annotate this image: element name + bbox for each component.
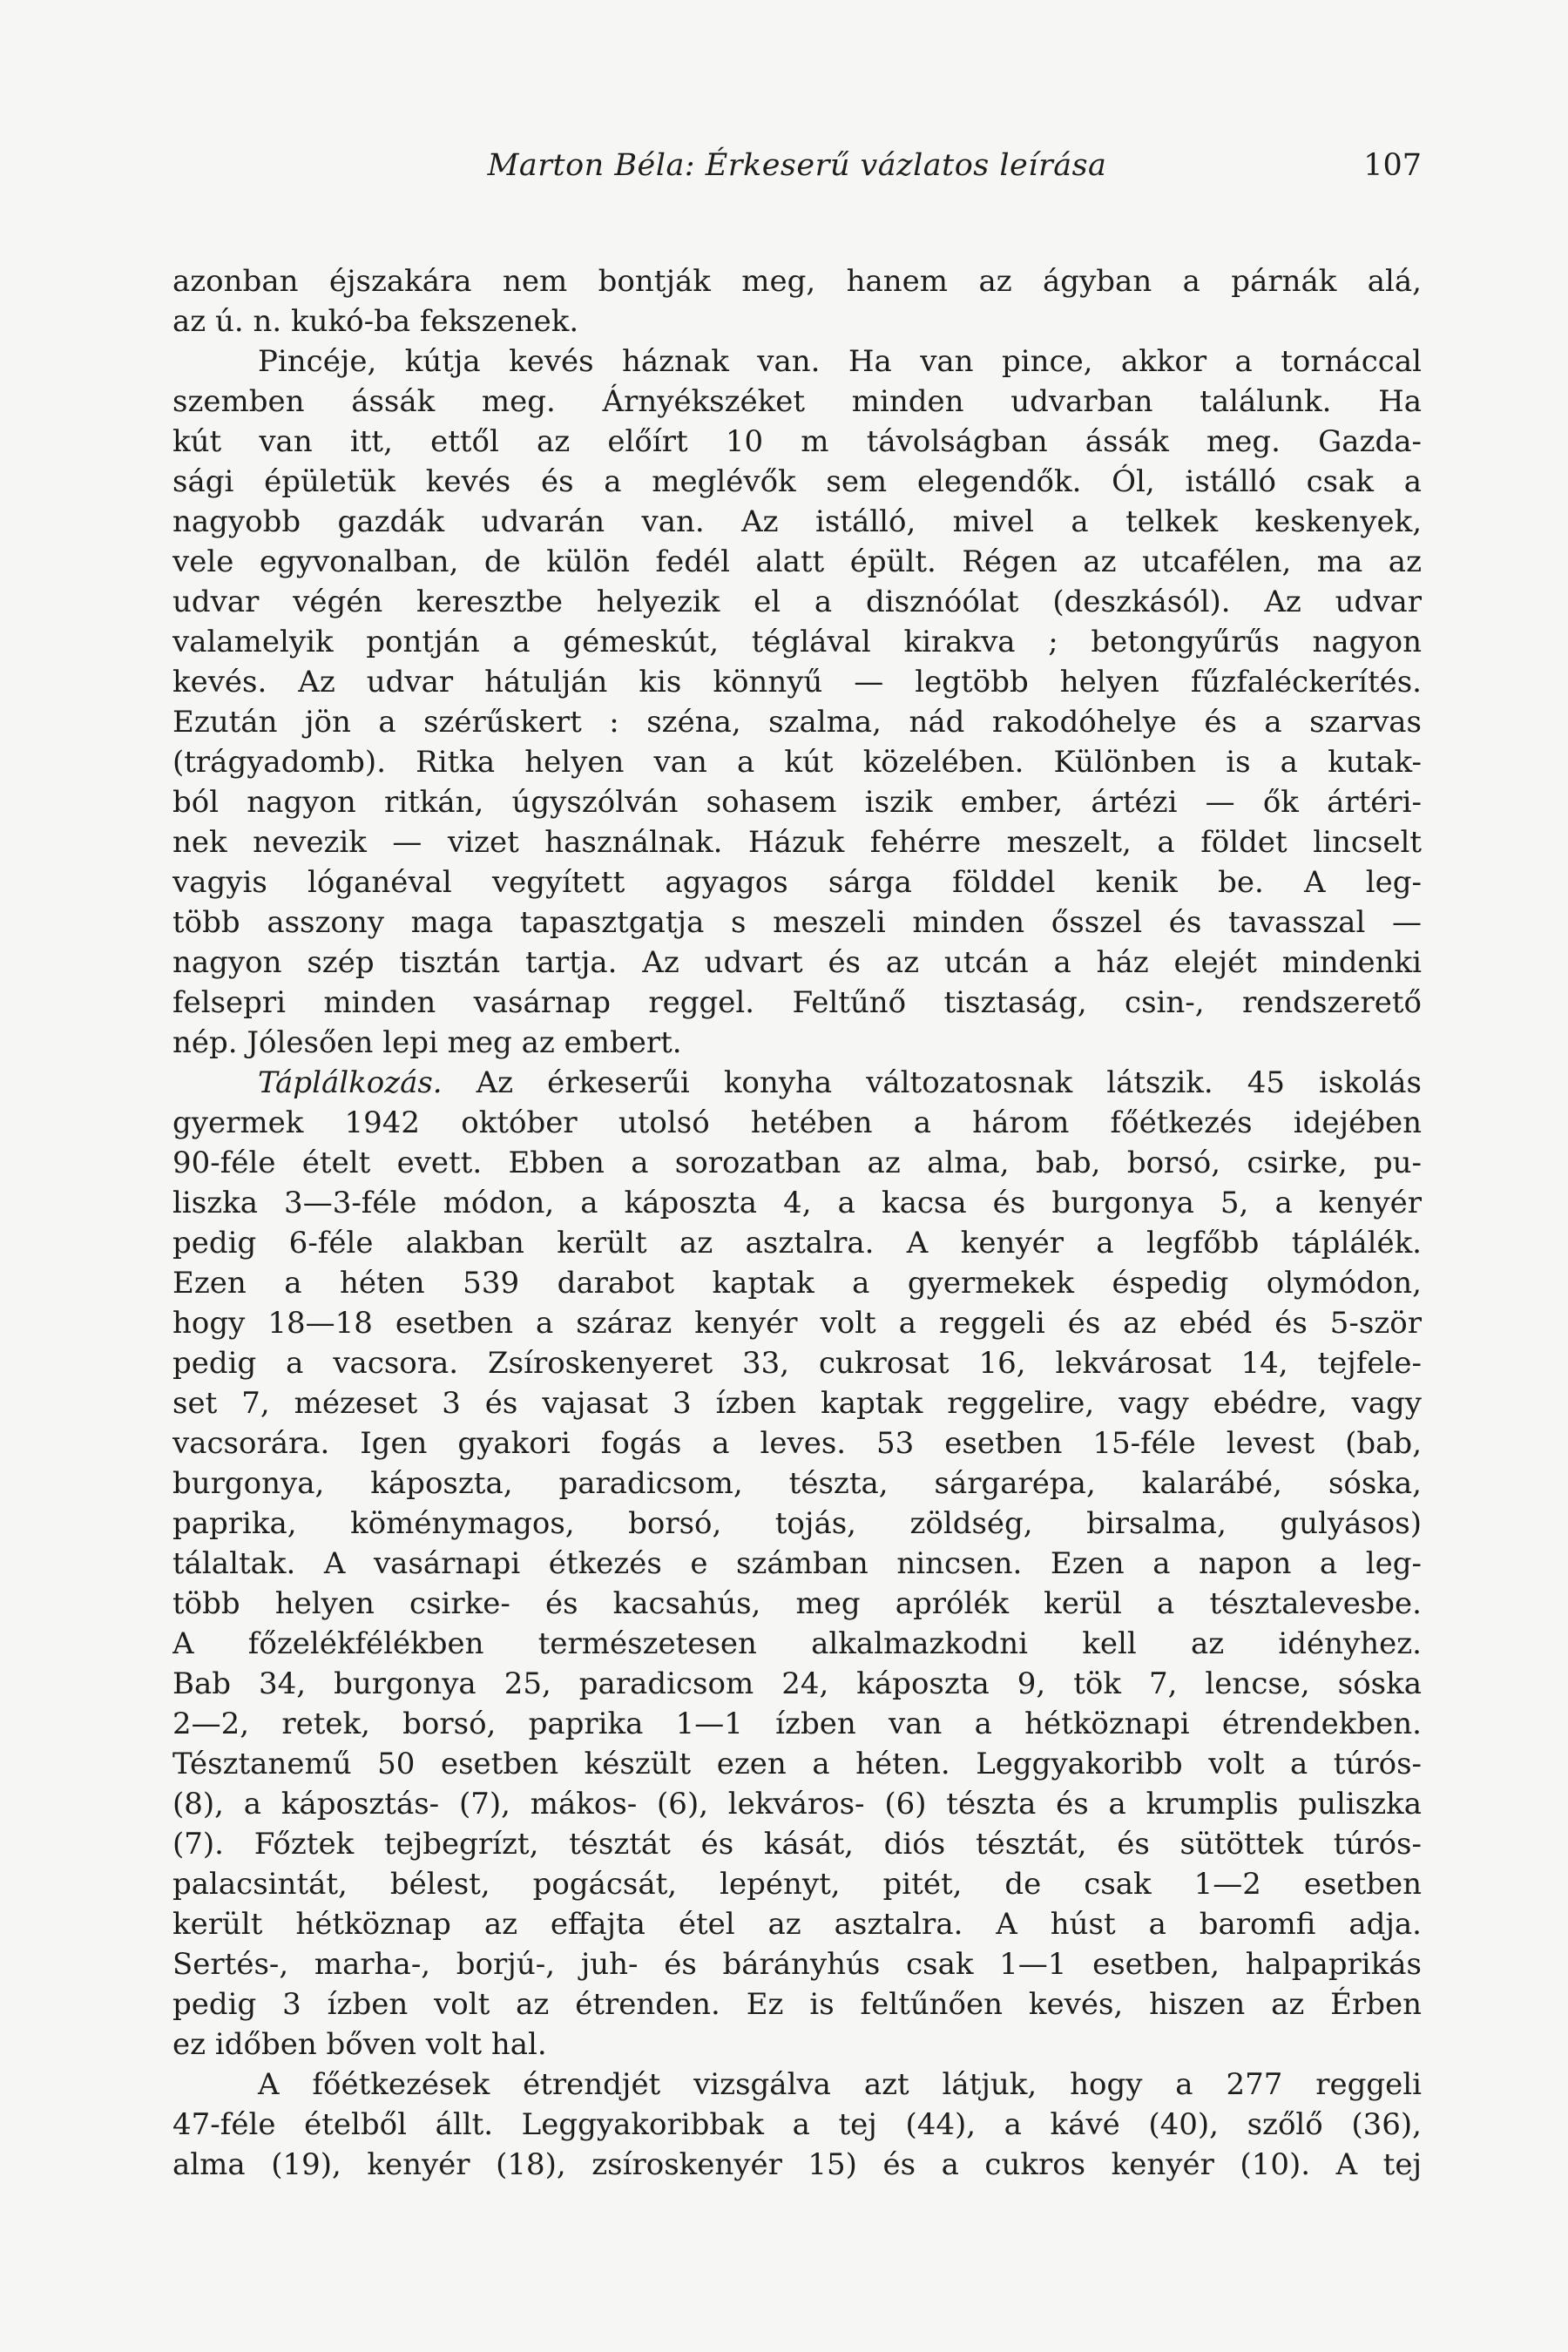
- body-text: [172, 261, 1422, 2185]
- text-line: [172, 422, 1422, 462]
- text-line: [172, 1183, 1422, 1223]
- text-line: [172, 1303, 1422, 1343]
- text-line: [172, 542, 1422, 582]
- text-line-content: Bab 34, burgonya 25, paradicsom 24, káposzta 9, tök 7, lencse, sóska: [172, 1666, 1422, 1701]
- text-line-content: pedig a vacsora. Zsíroskenyeret 33, cukrosat 16, lekvárosat 14, tejfele-: [172, 1346, 1422, 1381]
- text-line: [172, 1544, 1422, 1584]
- text-line: [172, 902, 1422, 943]
- text-line-content: 47-féle ételből állt. Leggyakoribbak a tej (44), a kávé (40), szőlő (36),: [172, 2107, 1422, 2142]
- text-line-content: nagyon szép tisztán tartja. Az udvart és az utcán a ház elejét mindenki: [172, 945, 1422, 980]
- text-line-content: az ú. n. kukó-ba fekszenek.: [172, 304, 579, 339]
- text-line: [172, 1463, 1422, 1504]
- text-line-content: került hétköznap az effajta étel az asztalra. A húst a baromfi adja.: [172, 1907, 1422, 1942]
- running-head: [172, 139, 1422, 192]
- text-line-content: (trágyadomb). Ritka helyen van a kút közelében. Különben is a kutak-: [172, 745, 1422, 780]
- text-line: [172, 1143, 1422, 1183]
- text-line-content: set 7, mézeset 3 és vajasat 3 ízben kaptak reggelire, vagy ebédre, vagy: [172, 1386, 1422, 1421]
- text-line: [172, 502, 1422, 542]
- text-line: [172, 301, 1422, 341]
- text-line-content: Ezen a héten 539 darabot kaptak a gyermekek éspedig olymódon,: [172, 1266, 1422, 1301]
- text-line: [172, 1584, 1422, 1624]
- text-line-content: tálaltak. A vasárnapi étkezés e számban nincsen. Ezen a napon a leg-: [172, 1546, 1422, 1581]
- text-line-content: felsepri minden vasárnap reggel. Feltűnő tisztaság, csin-, rendszerető: [172, 985, 1422, 1020]
- text-line-content: (8), a káposztás- (7), mákos- (6), lekváros- (6) tészta és a krumplis puliszka: [172, 1787, 1422, 1821]
- text-line: [172, 1984, 1422, 2024]
- text-line-content: Tésztanemű 50 esetben készült ezen a héten. Leggyakoribb volt a túrós-: [172, 1747, 1422, 1781]
- text-line-content: Sertés-, marha-, borjú-, juh- és bárányhús csak 1—1 esetben, halpaprikás: [172, 1947, 1422, 1982]
- text-line-content: vacsorára. Igen gyakori fogás a leves. 53 esetben 15-féle levest (bab,: [172, 1426, 1422, 1461]
- text-line-content: szemben ássák meg. Árnyékszéket minden udvarban találunk. Ha: [172, 384, 1422, 419]
- text-line-content: burgonya, káposzta, paradicsom, tészta, sárgarépa, kalarábé, sóska,: [172, 1466, 1422, 1501]
- text-line-content: A főétkezések étrendjét vizsgálva azt látjuk, hogy a 277 reggeli: [258, 2067, 1422, 2102]
- text-line: [172, 582, 1422, 622]
- text-line-content: (7). Főztek tejbegrízt, tésztát és kását, diós tésztát, és sütöttek túrós-: [172, 1827, 1422, 1862]
- section-heading-inline: Táplálkozás.: [258, 1065, 443, 1100]
- text-line: [172, 2024, 1422, 2065]
- text-line: [172, 782, 1422, 822]
- text-line: [172, 1023, 1422, 1063]
- text-line: [172, 1383, 1422, 1423]
- text-line: [172, 1103, 1422, 1143]
- text-line: [172, 1944, 1422, 1984]
- text-line-content: Ezután jön a szérűskert : széna, szalma, nád rakodóhelye és a szarvas: [172, 705, 1422, 740]
- text-line-content: ból nagyon ritkán, úgyszólván sohasem iszik ember, ártézi — ők ártéri-: [172, 785, 1422, 820]
- text-line: [172, 822, 1422, 862]
- text-line: [172, 1664, 1422, 1704]
- text-line: [172, 1063, 1422, 1103]
- page-number: 107: [1363, 148, 1422, 183]
- text-line: [172, 1504, 1422, 1544]
- text-line-content: alma (19), kenyér (18), zsíroskenyér 15) és a cukros kenyér (10). A tej: [172, 2147, 1422, 2182]
- text-line-content: Az érkeserűi konyha változatosnak látszik. 45 iskolás: [442, 1065, 1422, 1100]
- text-line-content: udvar végén keresztbe helyezik el a disznóólat (deszkásól). Az udvar: [172, 585, 1422, 619]
- text-line: [172, 742, 1422, 782]
- text-line: [172, 2145, 1422, 2185]
- text-line: [172, 1904, 1422, 1944]
- text-line: [172, 382, 1422, 422]
- text-line: [172, 702, 1422, 742]
- text-line: [172, 1704, 1422, 1744]
- text-line-content: palacsintát, bélest, pogácsát, lepényt, pitét, de csak 1—2 esetben: [172, 1867, 1422, 1902]
- text-line-content: sági épületük kevés és a meglévők sem elegendők. Ól, istálló csak a: [172, 464, 1422, 499]
- text-line: [172, 462, 1422, 502]
- text-line-content: kevés. Az udvar hátulján kis könnyű — legtöbb helyen fűzfaléckerítés.: [172, 665, 1422, 700]
- text-line: [172, 1263, 1422, 1303]
- text-line: [172, 1423, 1422, 1463]
- text-line-content: vele egyvonalban, de külön fedél alatt épült. Régen az utcafélen, ma az: [172, 544, 1422, 579]
- text-line-content: paprika, köménymagos, borsó, tojás, zöldség, birsalma, gulyásos): [172, 1506, 1422, 1541]
- text-line-content: vagyis lóganéval vegyített agyagos sárga földdel kenik be. A leg-: [172, 865, 1422, 900]
- text-line-content: gyermek 1942 október utolsó hetében a három főétkezés idejében: [172, 1105, 1422, 1140]
- text-line: [172, 1784, 1422, 1824]
- text-line-content: kút van itt, ettől az előírt 10 m távolságban ássák meg. Gazda-: [172, 424, 1422, 459]
- text-line-content: ez időben bőven volt hal.: [172, 2027, 547, 2062]
- text-line-content: valamelyik pontján a gémeskút, téglával kirakva ; betongyűrűs nagyon: [172, 625, 1422, 659]
- text-line-content: 90-féle ételt evett. Ebben a sorozatban az alma, bab, borsó, csirke, pu-: [172, 1146, 1422, 1180]
- text-line-content: nek nevezik — vizet használnak. Házuk fehérre meszelt, a földet lincselt: [172, 825, 1422, 860]
- text-line: [172, 622, 1422, 662]
- text-line-content: pedig 3 ízben volt az étrenden. Ez is feltűnően kevés, hiszen az Érben: [172, 1987, 1422, 2022]
- text-line-content: több helyen csirke- és kacsahús, meg aprólék kerül a tésztalevesbe.: [172, 1586, 1422, 1621]
- text-line: [172, 2105, 1422, 2145]
- text-line: [172, 1824, 1422, 1864]
- text-line-content: hogy 18—18 esetben a száraz kenyér volt a reggeli és az ebéd és 5-ször: [172, 1306, 1422, 1341]
- text-line: [172, 1744, 1422, 1784]
- text-line: [172, 261, 1422, 301]
- text-line-content: azonban éjszakára nem bontják meg, hanem az ágyban a párnák alá,: [172, 264, 1422, 299]
- text-line: [172, 1864, 1422, 1904]
- text-line: [172, 1624, 1422, 1664]
- text-line: [172, 943, 1422, 983]
- text-line-content: nagyobb gazdák udvarán van. Az istálló, mivel a telkek keskenyek,: [172, 504, 1422, 539]
- text-line-content: több asszony maga tapasztgatja s meszeli minden ősszel és tavasszal —: [172, 905, 1422, 940]
- text-line-content: liszka 3—3-féle módon, a káposzta 4, a kacsa és burgonya 5, a kenyér: [172, 1186, 1422, 1220]
- running-title: Marton Béla: Érkeserű vázlatos leírása: [487, 148, 1107, 183]
- text-line: [172, 2065, 1422, 2105]
- text-line: [172, 983, 1422, 1023]
- text-line-content: A főzelékfélékben természetesen alkalmazkodni kell az idényhez.: [172, 1626, 1422, 1661]
- text-line: [172, 341, 1422, 382]
- text-line-content: 2—2, retek, borsó, paprika 1—1 ízben van a hétköznapi étrendekben.: [172, 1707, 1422, 1741]
- text-line: [172, 662, 1422, 702]
- text-line-content: nép. Jólesően lepi meg az embert.: [172, 1025, 682, 1060]
- text-line: [172, 862, 1422, 902]
- text-line-content: pedig 6-féle alakban került az asztalra. A kenyér a legfőbb táplálék.: [172, 1226, 1422, 1260]
- text-line: [172, 1343, 1422, 1383]
- text-line-content: Pincéje, kútja kevés háznak van. Ha van pince, akkor a tornáccal: [258, 344, 1422, 379]
- text-line: [172, 1223, 1422, 1263]
